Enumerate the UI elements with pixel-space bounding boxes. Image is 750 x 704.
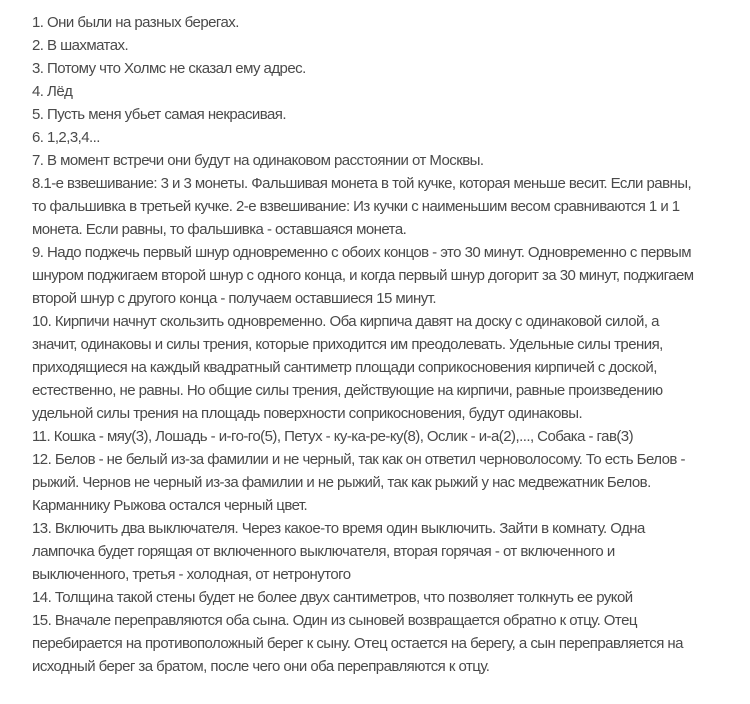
- answer-line: перебирается на противоположный берег к сыну. Отец остается на берегу, а сын переправляется на: [32, 635, 683, 652]
- answer-line: второй шнур с другого конца - получаем оставшиеся 15 минут.: [32, 290, 436, 307]
- answer-line: исходный берег за братом, после чего они оба переправляются к отцу.: [32, 658, 490, 675]
- answer-line: монета. Если равны, то фальшивка - оставшаяся монета.: [32, 221, 407, 238]
- answer-line: приходящиеся на каждый квадратный сантиметр площади соприкосновения кирпичей с доской,: [32, 359, 657, 376]
- answer-item-14: [32, 586, 732, 609]
- answer-item-3: [32, 57, 732, 80]
- answer-line: 1. Они были на разных берегах.: [32, 14, 239, 31]
- answer-line: значит, одинаковы и силы трения, которые приходится им преодолевать. Удельные силы трения,: [32, 336, 663, 353]
- answer-line: 4. Лёд: [32, 83, 73, 100]
- answer-item-13: [32, 517, 732, 586]
- answer-item-12: [32, 448, 732, 517]
- answer-item-8: [32, 172, 732, 241]
- answer-line: лампочка будет горящая от включенного выключателя, вторая горячая - от включенного и: [32, 543, 615, 560]
- answer-item-2: [32, 34, 732, 57]
- answer-item-11: [32, 425, 732, 448]
- answer-item-1: [32, 11, 732, 34]
- answer-line: 13. Включить два выключателя. Через какое-то время один выключить. Зайти в комнату. Одна: [32, 520, 645, 537]
- answer-item-7: [32, 149, 732, 172]
- answer-item-15: [32, 609, 732, 678]
- answer-line: шнуром поджигаем второй шнур с одного конца, и когда первый шнур догорит за 30 минут, поджигаем: [32, 267, 694, 284]
- answer-item-4: [32, 80, 732, 103]
- answer-item-5: [32, 103, 732, 126]
- answer-line: 6. 1,2,3,4...: [32, 129, 100, 146]
- answer-line: 14. Толщина такой стены будет не более двух сантиметров, что позволяет толкнуть ее рукой: [32, 589, 633, 606]
- answer-item-9: [32, 241, 732, 310]
- answer-line: 2. В шахматах.: [32, 37, 129, 54]
- answer-line: 15. Вначале переправляются оба сына. Один из сыновей возвращается обратно к отцу. Отец: [32, 612, 637, 629]
- answer-line: естественно, не равны. Но общие силы трения, действующие на кирпичи, равные произведению: [32, 382, 663, 399]
- answer-item-6: [32, 126, 732, 149]
- answer-line: 7. В момент встречи они будут на одинаковом расстоянии от Москвы.: [32, 152, 484, 169]
- answer-item-10: [32, 310, 732, 425]
- answer-line: то фальшивка в третьей кучке. 2-е взвешивание: Из кучки с наименьшим весом сравниваются 1 и 1: [32, 198, 680, 215]
- answer-line: 12. Белов - не белый из-за фамилии и не черный, так как он ответил черноволосому. То есть Белов -: [32, 451, 685, 468]
- answer-line: 5. Пусть меня убьет самая некрасивая.: [32, 106, 286, 123]
- answer-line: 3. Потому что Холмс не сказал ему адрес.: [32, 60, 306, 77]
- answer-line: 8.1-е взвешивание: 3 и 3 монеты. Фальшивая монета в той кучке, которая меньше весит. Если равны,: [32, 175, 692, 192]
- answer-line: выключенного, третья - холодная, от нетронутого: [32, 566, 351, 583]
- answer-line: Карманнику Рыжова остался черный цвет.: [32, 497, 308, 514]
- answer-line: 10. Кирпичи начнут скользить одновременно. Оба кирпича давят на доску с одинаковой силой, а: [32, 313, 659, 330]
- answer-line: 11. Кошка - мяу(3), Лошадь - и-го-го(5), Петух - ку-ка-ре-ку(8), Ослик - и-а(2),..., Собака - гав(3): [32, 428, 634, 445]
- answer-line: удельной силы трения на площадь поверхности соприкосновения, будут одинаковы.: [32, 405, 583, 422]
- answer-line: рыжий. Чернов не черный из-за фамилии и не рыжий, так как рыжий у нас медвежатник Белов.: [32, 474, 651, 491]
- answer-line: 9. Надо поджечь первый шнур одновременно с обоих концов - это 30 минут. Одновременно с первым: [32, 244, 692, 261]
